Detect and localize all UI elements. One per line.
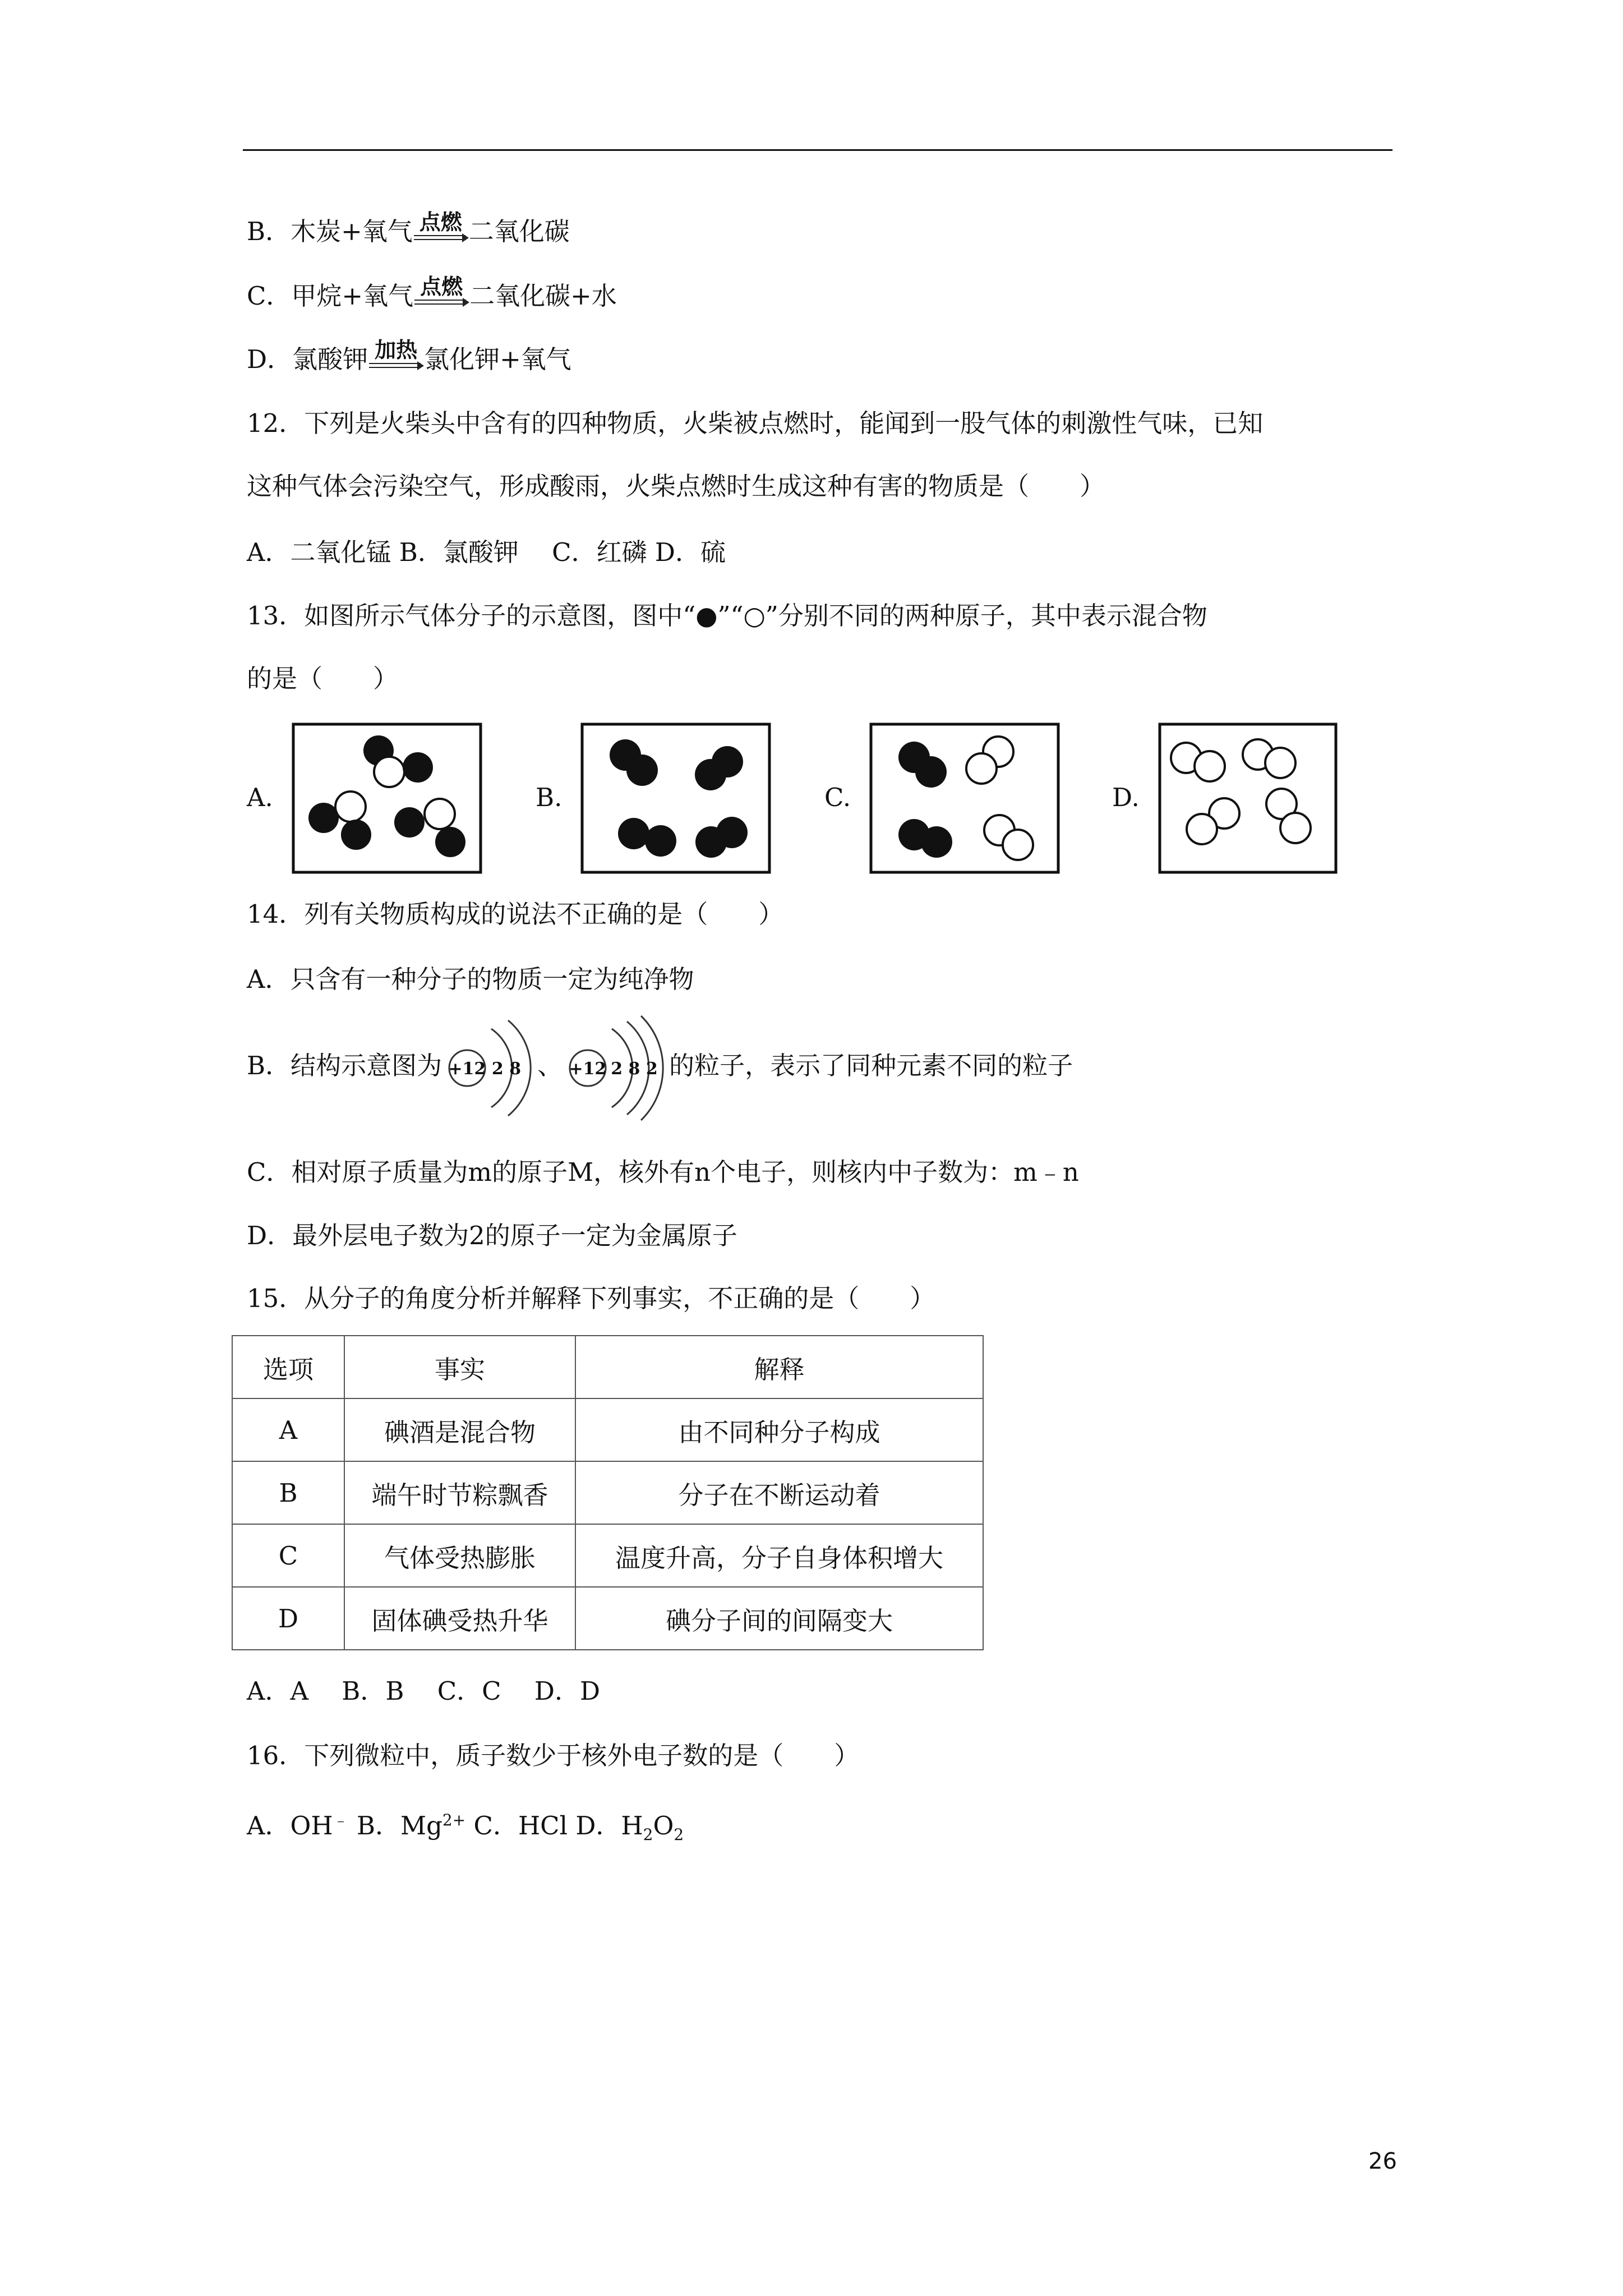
table-row — [232, 1524, 983, 1587]
black-diatomic-box — [580, 723, 771, 874]
table-row — [232, 1461, 983, 1524]
reaction-arrow — [368, 338, 424, 372]
table-cell: 气体受热膨胀 — [344, 1524, 575, 1587]
table-cell: B — [232, 1461, 344, 1524]
q15-line1: 15．从分子的角度分析并解释下列事实，不正确的是（ ） — [247, 1283, 935, 1313]
shell-electrons: 2 8 — [491, 1059, 522, 1079]
q16-option-c: C．HCl — [465, 1811, 568, 1841]
table-cell: 固体碘受热升华 — [344, 1587, 575, 1650]
q16-option-b: B．Mg — [348, 1811, 442, 1841]
q13-label-c: C. — [824, 783, 851, 812]
q13-label-b: B. — [536, 783, 562, 812]
q15-options: A．A B．B C．C D．D — [247, 1676, 601, 1706]
atom-count-subscript: 2 — [674, 1825, 684, 1844]
q11-c-prefix: C．甲烷+氧气 — [247, 281, 414, 311]
table-row — [232, 1398, 983, 1461]
q11-b-prefix: B．木炭+氧气 — [247, 217, 413, 246]
table-cell: C — [232, 1524, 344, 1587]
q13-line2: 的是（ ） — [247, 664, 399, 693]
table-cell: 分子在不断运动着 — [575, 1461, 983, 1524]
q13-label-d: D. — [1112, 783, 1140, 812]
q14-option-c: C．相对原子质量为m的原子M，核外有n个电子，则核内中子数为：m﹣n — [247, 1157, 1079, 1187]
q16-option-a: A．OH — [247, 1811, 333, 1841]
shell-electrons: 2 8 2 — [611, 1059, 658, 1079]
atom-count-subscript: 2 — [643, 1825, 653, 1844]
table-header-cell: 选项 — [232, 1336, 344, 1398]
q16-option-d-o: O — [653, 1811, 674, 1841]
atom-structure-diagram-1 — [442, 1015, 537, 1121]
q14-option-b — [247, 1010, 1073, 1122]
q13-label-a: A. — [247, 783, 273, 812]
q11-b-suffix: 二氧化碳 — [468, 217, 570, 246]
q14-b-sep: 、 — [537, 1051, 563, 1080]
table-cell: 温度升高，分子自身体积增大 — [575, 1524, 983, 1587]
page-number: 26 — [1368, 2148, 1397, 2174]
q11-c-suffix: 二氧化碳+水 — [469, 281, 617, 311]
table-cell: 由不同种分子构成 — [575, 1398, 983, 1461]
black-and-white-diatomic-box — [869, 723, 1060, 874]
q14-b-suffix: 的粒子，表示了同种元素不同的粒子 — [669, 1051, 1073, 1080]
reaction-condition: 点燃 — [419, 210, 462, 234]
q11-d-prefix: D．氯酸钾 — [247, 344, 368, 374]
white-diatomic-box — [1158, 723, 1338, 874]
q16-line1: 16．下列微粒中，质子数少于核外电子数的是（ ） — [247, 1741, 860, 1770]
q12-line2: 这种气体会污染空气，形成酸雨，火柴点燃时生成这种有害的物质是（ ） — [247, 471, 1105, 501]
q11-option-b — [247, 210, 570, 249]
q16-options — [247, 1803, 684, 1852]
table-cell: D — [232, 1587, 344, 1650]
charge-superscript: 2+ — [442, 1811, 466, 1829]
table-cell: 碘酒是混合物 — [344, 1398, 575, 1461]
reaction-arrow — [413, 210, 469, 245]
table-row — [232, 1587, 983, 1650]
reaction-condition: 点燃 — [420, 274, 463, 299]
q14-b-prefix: B．结构示意图为 — [247, 1051, 442, 1080]
table-cell: 碘分子间的间隔变大 — [575, 1587, 983, 1650]
reaction-arrow — [413, 274, 469, 309]
charge-superscript: ﹣ — [333, 1811, 349, 1829]
facts-table — [232, 1335, 984, 1650]
nucleus-charge: +12 — [448, 1059, 486, 1079]
q13-line1: 13．如图所示气体分子的示意图，图中“●”“○”分别不同的两种原子，其中表示混合物 — [247, 601, 1207, 631]
q14-line1: 14．列有关物质构成的说法不正确的是（ ） — [247, 899, 784, 929]
reaction-condition: 加热 — [375, 338, 418, 362]
table-cell: A — [232, 1398, 344, 1461]
q11-option-c — [247, 274, 617, 313]
mixed-molecules-box — [292, 723, 482, 874]
table-header-row — [232, 1336, 983, 1398]
q14-option-d: D．最外层电子数为2的原子一定为金属原子 — [247, 1221, 737, 1250]
nucleus-charge: +12 — [569, 1059, 607, 1079]
q11-option-d — [247, 338, 571, 376]
q14-option-a: A．只含有一种分子的物质一定为纯净物 — [247, 964, 694, 994]
table-cell: 端午时节粽飘香 — [344, 1461, 575, 1524]
table-header-cell: 解释 — [575, 1336, 983, 1398]
atom-structure-diagram-2 — [562, 1015, 669, 1121]
table-header-cell: 事实 — [344, 1336, 575, 1398]
q16-option-d: D．H — [568, 1811, 643, 1841]
header-rule — [243, 149, 1393, 151]
q12-options: A．二氧化锰 B．氯酸钾 C．红磷 D．硫 — [247, 537, 726, 567]
q11-d-suffix: 氯化钾+氧气 — [424, 344, 571, 374]
q12-line1: 12．下列是火柴头中含有的四种物质，火柴被点燃时，能闻到一股气体的刺激性气味，已知 — [247, 408, 1264, 438]
